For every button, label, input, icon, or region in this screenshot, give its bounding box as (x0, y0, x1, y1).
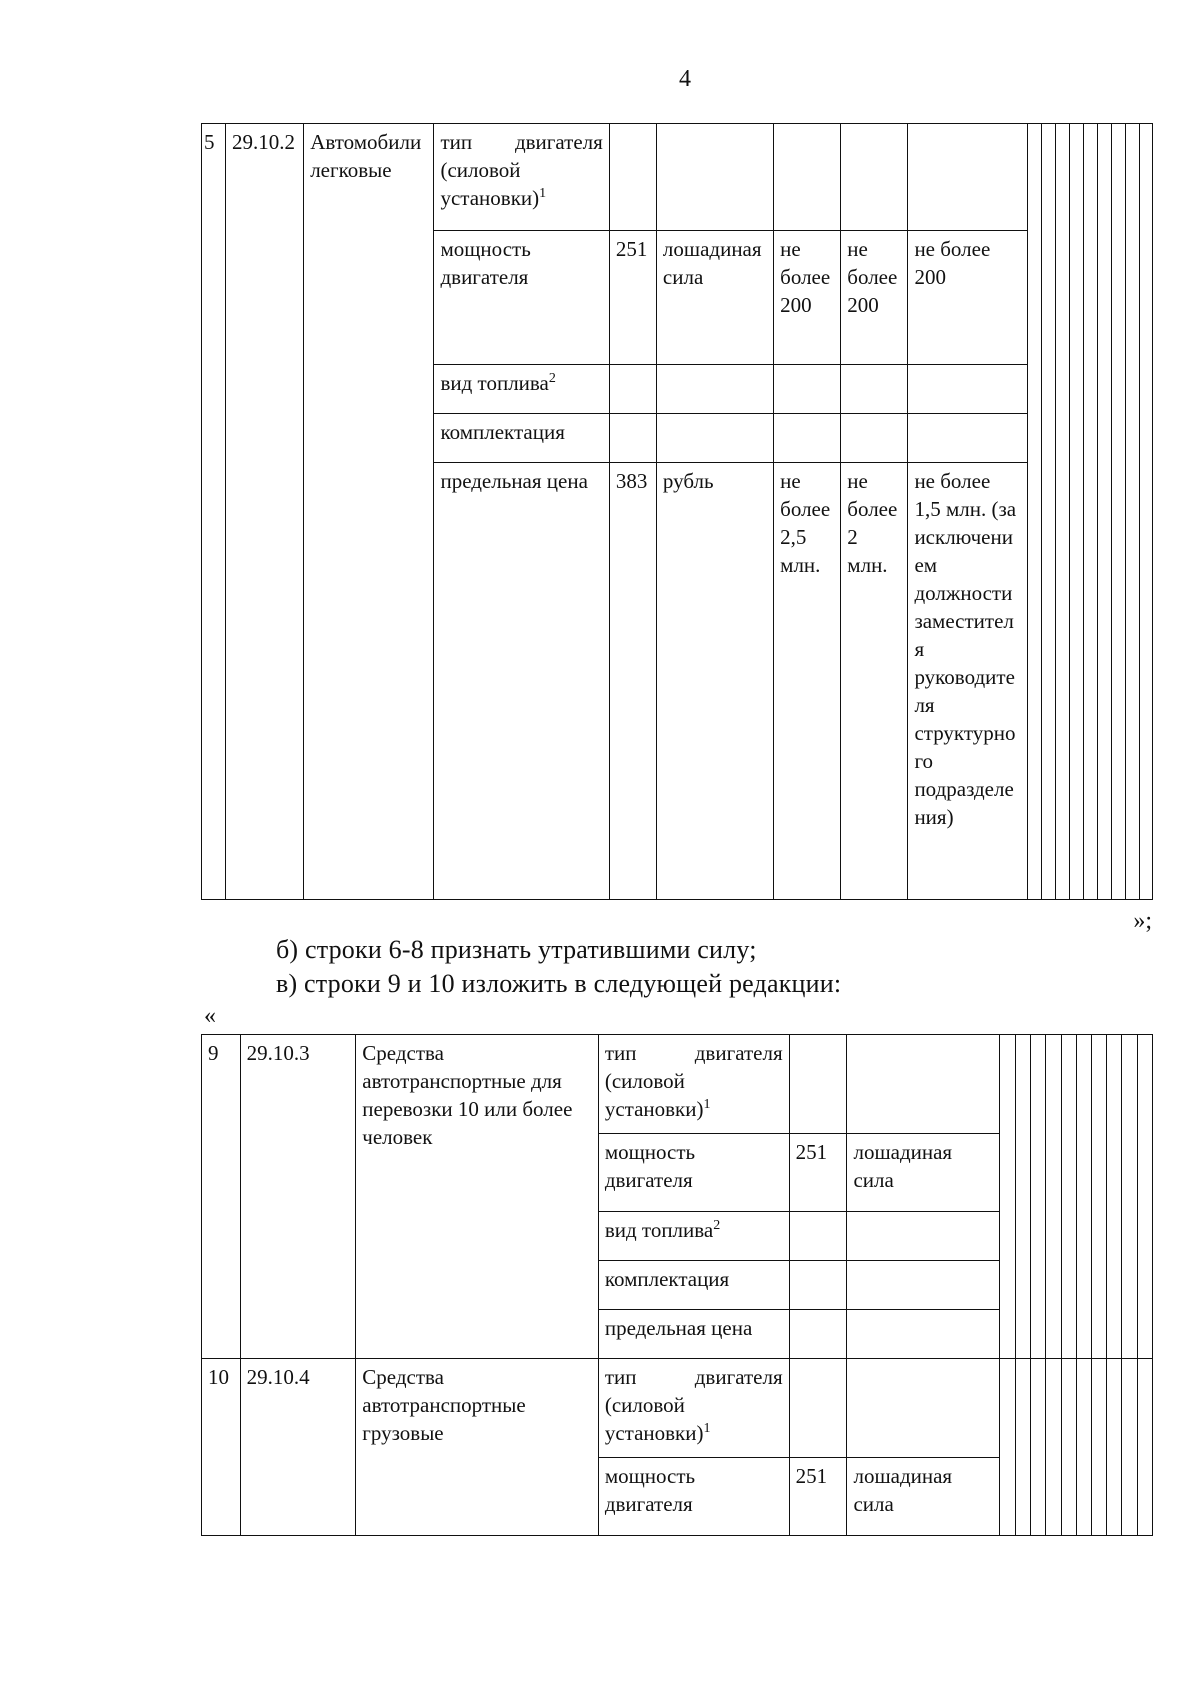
unit-cell (847, 1035, 999, 1134)
opening-quote: « (204, 1003, 216, 1029)
characteristic-label: тип двигателя (силовой установки)$^1$ (598, 1035, 789, 1134)
characteristic-label: мощность двигателя (434, 231, 609, 365)
characteristic-label: предельная цена (434, 463, 609, 900)
value-cell (841, 124, 908, 231)
row-number-cell: 10 (202, 1359, 241, 1536)
unit-cell (656, 414, 773, 463)
vehicle-table-rows-9-10 (201, 1034, 1153, 1536)
value-cell (774, 414, 841, 463)
code-cell: 29.10.2 (226, 124, 304, 900)
name-cell: Автомобили легковые (304, 124, 434, 900)
code-cell: 29.10.4 (240, 1359, 356, 1536)
paragraph-b: б) строки 6-8 признать утратившими силу; (276, 935, 757, 964)
unit-cell (656, 365, 773, 414)
code-cell: 29.10.3 (240, 1035, 356, 1359)
characteristic-label: предельная цена (598, 1310, 789, 1359)
unit-cell (847, 1212, 999, 1261)
characteristic-label: мощность двигателя (598, 1458, 789, 1536)
value-cell (841, 365, 908, 414)
unit-cell (847, 1261, 999, 1310)
unit-cell (847, 1359, 999, 1458)
okei-code-cell (789, 1035, 847, 1134)
unit-cell (847, 1310, 999, 1359)
okei-code-cell (789, 1212, 847, 1261)
okei-code-cell: 383 (609, 463, 656, 900)
value-cell: не более 200 (908, 231, 1027, 365)
value-cell (908, 124, 1027, 231)
row-number-cell: 5 (202, 124, 226, 900)
unit-cell: лошадиная сила (656, 231, 773, 365)
name-cell: Средства автотранспортные для перевозки 10 или более человек (356, 1035, 599, 1359)
okei-code-cell (609, 124, 656, 231)
value-cell (774, 365, 841, 414)
characteristic-label: тип двигателя (силовой установки)$^1$ (434, 124, 609, 231)
value-cell: не более 200 (774, 231, 841, 365)
okei-code-cell (609, 414, 656, 463)
value-cell: не более 2,5 млн. (774, 463, 841, 900)
characteristic-label: вид топлива$^2$ (598, 1212, 789, 1261)
okei-code-cell (609, 365, 656, 414)
okei-code-cell: 251 (609, 231, 656, 365)
closing-quote: »; (1133, 908, 1152, 934)
value-cell: не более 1,5 млн. (за исключением должности заместителя руководителя структурного подразделения) (908, 463, 1027, 900)
unit-cell (656, 124, 773, 231)
name-cell: Средства автотранспортные грузовые (356, 1359, 599, 1536)
unit-cell: рубль (656, 463, 773, 900)
value-cell: не более 200 (841, 231, 908, 365)
value-cell: не более 2 млн. (841, 463, 908, 900)
unit-cell: лошадиная сила (847, 1458, 999, 1536)
okei-code-cell (789, 1310, 847, 1359)
okei-code-cell: 251 (789, 1458, 847, 1536)
okei-code-cell (789, 1261, 847, 1310)
vehicle-table-row-5 (201, 123, 1153, 900)
page-number: 4 (679, 66, 691, 92)
value-cell (908, 414, 1027, 463)
okei-code-cell (789, 1359, 847, 1458)
characteristic-label: комплектация (434, 414, 609, 463)
value-cell (774, 124, 841, 231)
paragraph-v: в) строки 9 и 10 изложить в следующей редакции: (276, 969, 842, 998)
characteristic-label: тип двигателя (силовой установки)$^1$ (598, 1359, 789, 1458)
characteristic-label: комплектация (598, 1261, 789, 1310)
value-cell (908, 365, 1027, 414)
value-cell (841, 414, 908, 463)
characteristic-label: мощность двигателя (598, 1134, 789, 1212)
unit-cell: лошадиная сила (847, 1134, 999, 1212)
characteristic-label: вид топлива$^2$ (434, 365, 609, 414)
row-number-cell: 9 (202, 1035, 241, 1359)
okei-code-cell: 251 (789, 1134, 847, 1212)
